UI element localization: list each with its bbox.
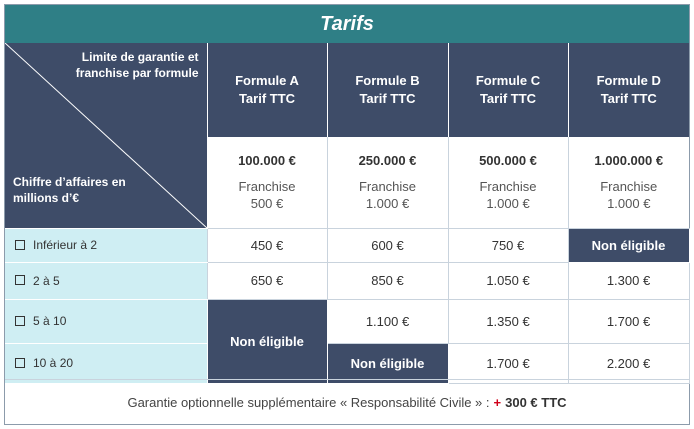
price-cell: 1.350 € bbox=[448, 299, 568, 343]
formula-b-limits bbox=[327, 137, 448, 228]
corner-bottom-label bbox=[13, 174, 126, 206]
table-row bbox=[5, 262, 689, 299]
row-label-text: 5 à 10 bbox=[33, 314, 67, 328]
formula-a-name: Formule A bbox=[235, 73, 299, 88]
price-cell: 750 € bbox=[448, 228, 568, 262]
row-label-2 bbox=[5, 262, 207, 299]
formula-c-header bbox=[448, 43, 568, 137]
price-cell: 450 € bbox=[207, 228, 327, 262]
page-title: Tarifs bbox=[320, 12, 374, 35]
formula-b-limit: 250.000 € bbox=[358, 152, 417, 168]
row-label-1 bbox=[5, 228, 207, 262]
formula-d-limits bbox=[568, 137, 689, 228]
checkbox-icon bbox=[15, 358, 25, 368]
tarifs-panel bbox=[4, 4, 690, 425]
corner-top-label bbox=[76, 49, 199, 81]
formula-a-limits bbox=[207, 137, 327, 228]
not-eligible-cell: Non éligible bbox=[327, 343, 448, 383]
checkbox-icon bbox=[15, 316, 25, 326]
formula-c-name: Formule C bbox=[475, 73, 541, 88]
price-cell: 1.300 € bbox=[568, 262, 689, 299]
formula-d-limit: 1.000.000 € bbox=[594, 152, 664, 168]
checkbox-icon bbox=[15, 275, 25, 285]
corner-bottom-line1: Chiffre d’affaires en bbox=[13, 174, 126, 189]
formula-c-tarif: Tarif TTC bbox=[479, 91, 537, 106]
formula-d-tarif: Tarif TTC bbox=[600, 91, 657, 106]
formula-a-franchise: 500 € bbox=[250, 195, 284, 211]
header-row bbox=[5, 43, 689, 137]
footer-plus: + bbox=[493, 395, 502, 410]
formula-b-franchise-label: Franchise bbox=[358, 178, 417, 194]
formula-d-header bbox=[568, 43, 689, 137]
formula-d-franchise: 1.000 € bbox=[607, 195, 651, 211]
price-cell: 650 € bbox=[207, 262, 327, 299]
formula-a-header bbox=[207, 43, 327, 137]
table-row bbox=[5, 299, 689, 343]
formula-b-name: Formule B bbox=[355, 73, 420, 88]
footer-amount: 300 € TTC bbox=[505, 395, 567, 410]
price-cell: 600 € bbox=[327, 228, 448, 262]
checkbox-icon bbox=[15, 240, 25, 250]
price-cell: 1.700 € bbox=[568, 299, 689, 343]
corner-bottom-line2: millions d’€ bbox=[13, 190, 80, 205]
formula-d-franchise-label: Franchise bbox=[600, 178, 658, 194]
corner-cell bbox=[5, 43, 207, 228]
formula-b-tarif: Tarif TTC bbox=[359, 91, 416, 106]
formula-c-franchise-label: Franchise bbox=[479, 178, 537, 194]
formula-c-limit: 500.000 € bbox=[479, 152, 537, 168]
price-cell: 1.700 € bbox=[448, 343, 568, 383]
row-label-text: Inférieur à 2 bbox=[33, 238, 98, 252]
row-label-text: 2 à 5 bbox=[33, 273, 60, 288]
formula-c-limits bbox=[448, 137, 568, 228]
title-bar bbox=[5, 5, 689, 43]
formula-a-limit: 100.000 € bbox=[238, 152, 296, 168]
not-eligible-cell: Non éligible bbox=[207, 299, 327, 383]
formula-d-name: Formule D bbox=[596, 73, 661, 88]
price-cell: 850 € bbox=[327, 262, 448, 299]
row-label-3 bbox=[5, 299, 207, 343]
formula-a-franchise-label: Franchise bbox=[238, 178, 296, 194]
price-cell: 1.100 € bbox=[327, 299, 448, 343]
formula-b-franchise: 1.000 € bbox=[365, 195, 410, 211]
price-cell: 2.200 € bbox=[568, 343, 689, 383]
formula-b-header bbox=[327, 43, 448, 137]
formula-c-franchise: 1.000 € bbox=[486, 195, 530, 211]
price-cell: 1.050 € bbox=[448, 262, 568, 299]
table-row bbox=[5, 228, 689, 262]
footer-text: Garantie optionnelle supplémentaire « Responsabilité Civile » : bbox=[127, 395, 490, 410]
optional-guarantee-note bbox=[5, 379, 689, 425]
row-label-text: 10 à 20 bbox=[33, 356, 74, 370]
table-row bbox=[5, 343, 689, 383]
formula-a-tarif: Tarif TTC bbox=[238, 91, 296, 106]
corner-top-line2: franchise par formule bbox=[75, 66, 199, 80]
not-eligible-cell: Non éligible bbox=[568, 228, 689, 262]
row-label-4 bbox=[5, 343, 207, 383]
corner-top-line1: Limite de garantie et bbox=[81, 50, 199, 64]
tarifs-table bbox=[5, 43, 690, 384]
